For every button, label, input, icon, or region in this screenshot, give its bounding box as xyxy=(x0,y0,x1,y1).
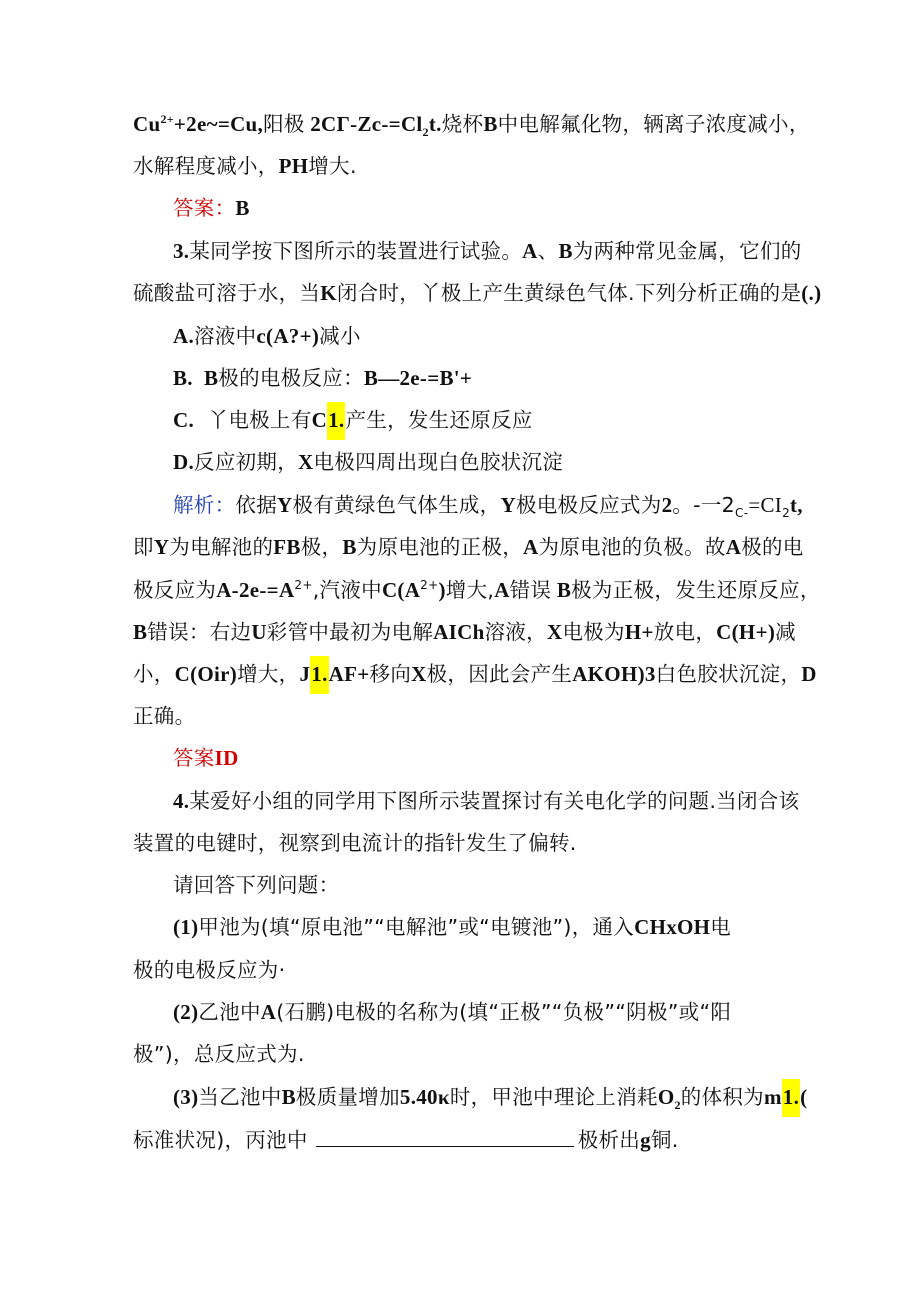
question-4-part-2-cont: 极”)，总反应式为. xyxy=(133,1042,305,1066)
option-d: D.反应初期，X电极四周出现白色胶状沉淀 xyxy=(173,450,564,474)
answer-2: 答案ID xyxy=(173,746,239,770)
explanation-line-1: 解析：依据Y极有黄绿色气体生成，Y极电极反应式为2。-一$2_{C-}=CI_2t$, xyxy=(173,493,803,521)
question-3-line-2: 硫酸盐可溶于水，当K闭合时，丫极上产生黄绿色气体.下列分析正确的是(.) xyxy=(133,281,822,305)
text-line-1: $Cu^{2+}+2e\sim=Cu$,阳极 $2C\Gamma-Zc-=Cl_2t$.烧杯B中电解氟化物，辆离子浓度减小， xyxy=(133,112,810,140)
question-4-line-2: 装置的电键时，视察到电流计的指针发生了偏转. xyxy=(133,831,577,855)
highlight-mark: 1. xyxy=(310,656,328,694)
option-c: C. 丫电极上有C1.产生，发生还原反应 xyxy=(173,405,533,435)
answer-blank[interactable] xyxy=(316,1124,574,1147)
question-4-part-3-cont: 标准状况)，丙池中 极析出g铜. xyxy=(133,1124,679,1155)
highlight-mark: 1. xyxy=(782,1079,800,1117)
question-4-line-3: 请回答下列问题： xyxy=(173,873,340,897)
question-3-line-1: 3.某同学按下图所示的装置进行试验。A、B为两种常见金属，它们的 xyxy=(173,239,802,263)
option-b: B. B极的电极反应：B—2e-=B'+ xyxy=(173,366,473,390)
question-4-part-1-cont: 极的电极反应为· xyxy=(133,958,286,982)
explanation-line-6: 正确。 xyxy=(133,704,196,728)
question-4-line-1: 4.某爱好小组的同学用下图所示装置探讨有关电化学的问题.当闭合该 xyxy=(173,789,800,813)
question-4-part-1: (1)甲池为(填“原电池”“电解池”或“电镀池”)，通入CHxOH电 xyxy=(173,915,732,939)
answer-1: 答案：B xyxy=(173,196,250,220)
explanation-line-3: 极反应为$A-2e-=A^{2+}$,汽液中$C(A^{2+})$增大,A错误 B极为正极，发生还原反应， xyxy=(133,578,821,602)
question-4-part-2: (2)乙池中A(石鹏)电极的名称为(填“正极”“负极”“阴极”或“阳 xyxy=(173,1000,732,1024)
question-4-part-3: (3)当乙池中B极质量增加5.40κ时，甲池中理论上消耗$O_2$的体积为m1.( xyxy=(173,1082,807,1112)
explanation-line-5: 小，C(Oir)增大，J1.AF+移向X极，因此会产生AKOH)3白色胶状沉淀，D xyxy=(133,659,817,689)
highlight-mark: 1. xyxy=(327,402,345,440)
option-a: A.溶液中c(A?+)减小 xyxy=(173,324,361,348)
text-line-2: 水解程度减小，PH增大. xyxy=(133,154,357,178)
explanation-line-4: B错误：右边U彩管中最初为电解AICh溶液，X电极为H+放电，C(H+)减 xyxy=(133,620,796,644)
explanation-line-2: 即Y为电解池的FB极，B为原电池的正极，A为原电池的负极。故A极的电 xyxy=(133,535,804,559)
